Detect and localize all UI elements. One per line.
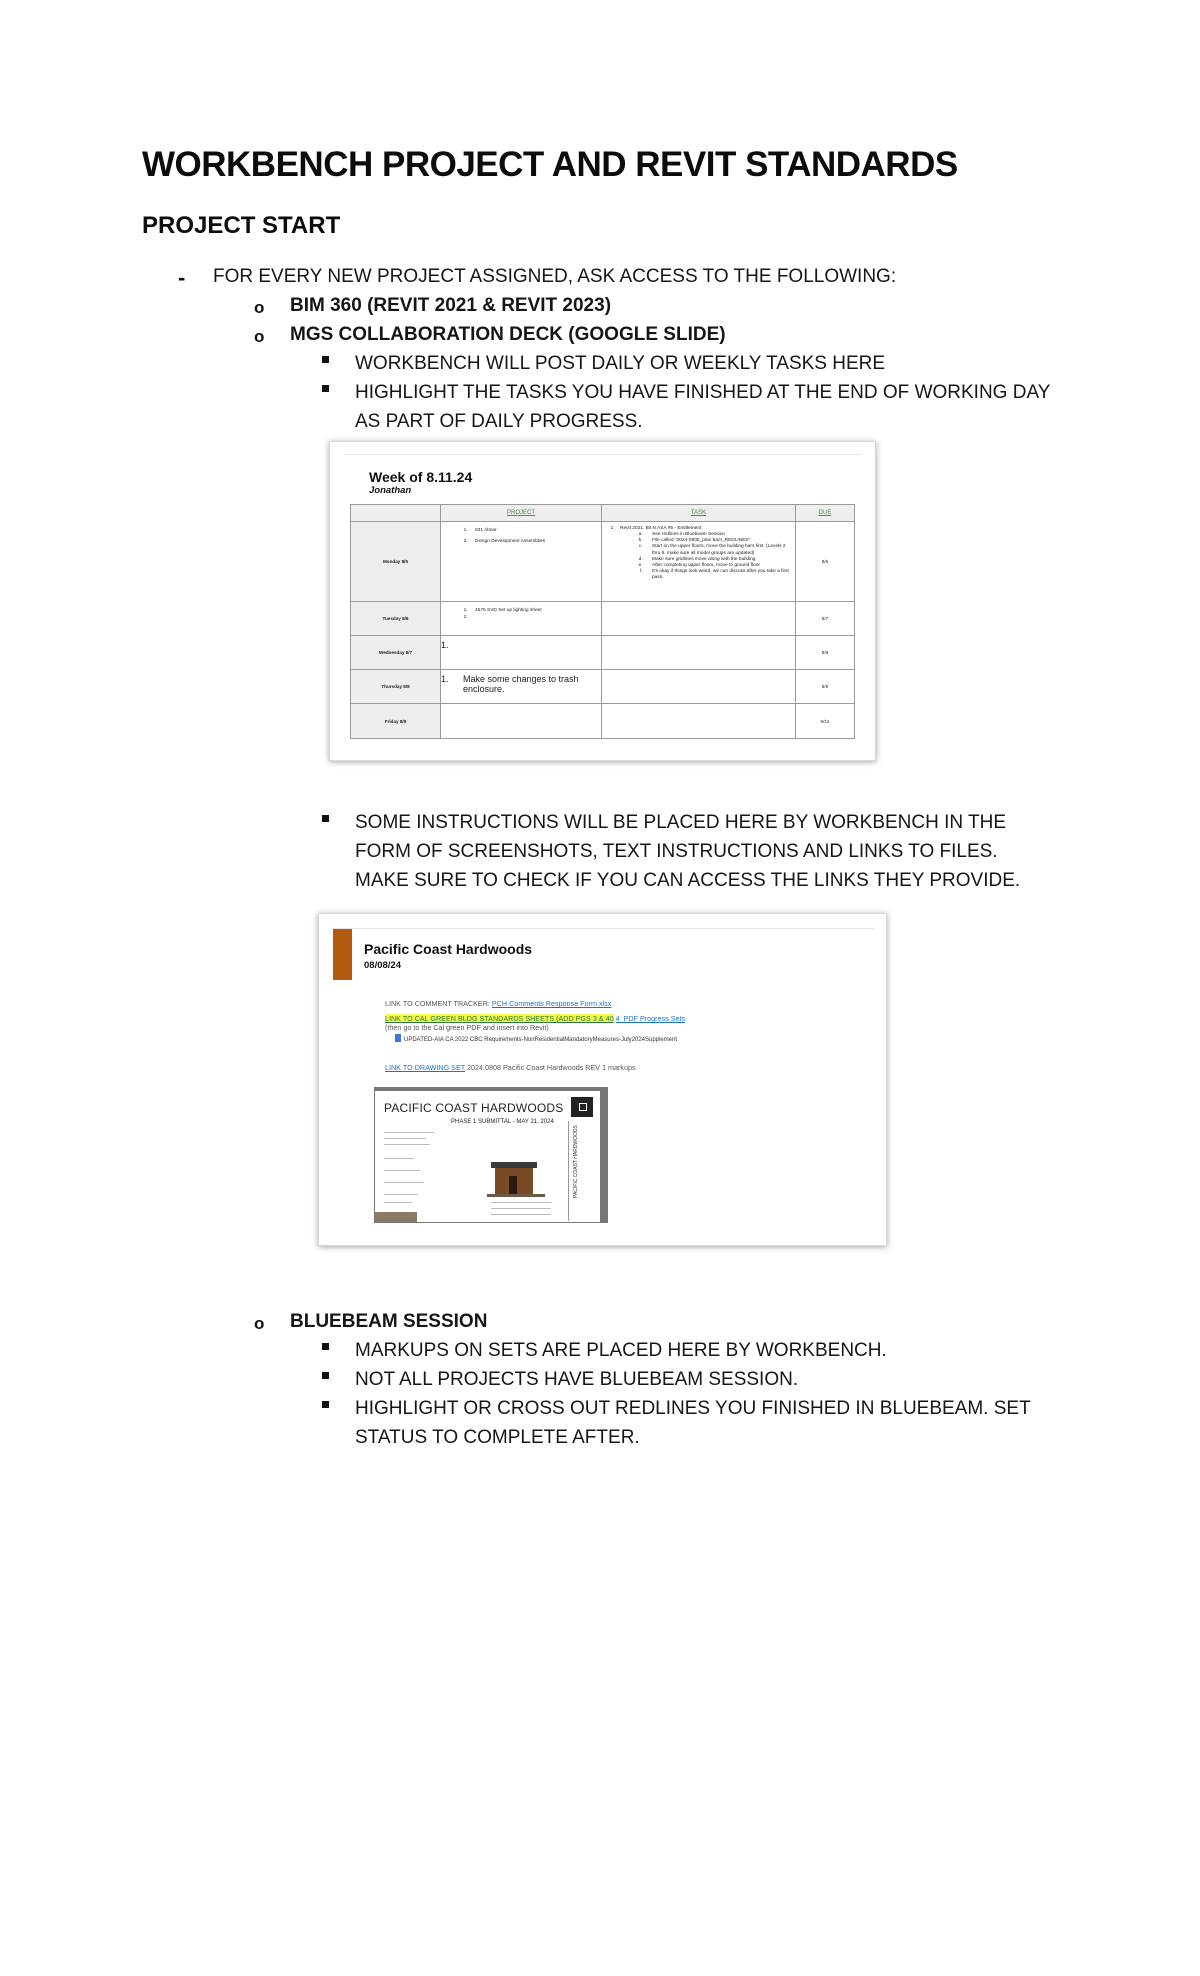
text-placeholder-line [384,1138,426,1139]
sheet-border [600,1088,607,1222]
subtask-item: f. It's okay if things look weird, we can discuss after you take a first pass. [644,569,795,581]
square-bullet-icon [322,815,329,822]
text-placeholder-line [384,1132,434,1133]
task-title: Revit 2021, Bit N ASA #5 - Entitlement [620,526,702,531]
accent-bar [333,929,352,980]
intro-text: FOR EVERY NEW PROJECT ASSIGNED, ASK ACCESS TO THE FOLLOWING: [213,266,897,287]
circle-marker: o [254,1314,265,1333]
progress-sets-link[interactable]: 4_PDF Progress Sets [615,1014,686,1023]
task-cell [602,636,796,670]
task-cell [602,670,796,704]
circle-marker: o [254,327,265,346]
table-row [351,522,855,602]
text-placeholder-line [491,1202,551,1203]
table-row [351,636,855,670]
table-header-task: TASK [602,505,796,522]
building-render-ground [487,1194,545,1197]
week-title: Week of 8.11.24 [369,469,473,485]
calgreen-line [385,1014,685,1023]
project-cell [441,670,602,704]
weekly-task-slide-screenshot [329,441,876,761]
bluebeam-item: BLUEBEAM SESSION [290,1311,488,1332]
subtask-item: c. Start on the upper floors, move the building bars first. (Levels 2 thru 6, make sure all model groups are updated) [644,544,795,556]
tracker-line [385,999,611,1008]
text-placeholder-line [384,1194,418,1195]
tracker-label: LINK TO COMMENT TRACKER: [385,999,490,1008]
text-placeholder-line [384,1170,420,1171]
subtask-item: e. After completing upper floors, move to ground floor [644,563,795,569]
square-bullet-icon [322,385,329,392]
square-bullet-icon [322,1401,329,1408]
drawing-set-link[interactable]: LINK TO DRAWING SET [385,1063,466,1072]
project-title: Pacific Coast Hardwoods [364,941,533,957]
table-header-blank [351,505,441,522]
due-cell: 8/7 [796,602,855,636]
divider [344,454,861,455]
project-cell [441,602,602,636]
square-bullet-icon [322,356,329,363]
square-bullet-icon [322,1343,329,1350]
bim360-item: BIM 360 (REVIT 2021 & REVIT 2023) [290,295,612,316]
project-item: 1. 831 Almar [469,528,601,533]
file-icon [395,1034,401,1042]
bluebeam-bullet-3: HIGHLIGHT OR CROSS OUT REDLINES YOU FINISHED IN BLUEBEAM. SET STATUS TO COMPLETE AFTER. [355,1398,1031,1448]
project-cell [441,636,602,670]
drawing-cover-sheet-thumbnail [374,1087,608,1223]
task-item [616,526,795,582]
day-cell: Wednesday 8/7 [351,636,441,670]
project-cell [441,704,602,739]
mgs-bullet-3: SOME INSTRUCTIONS WILL BE PLACED HERE BY WORKBENCH IN THE FORM OF SCREENSHOTS, TEXT INSTRUCTIONS AND LINKS TO FILES. MAKE SURE TO CHECK IF YOU CAN ACCESS THE LINKS THEY PROVIDE. [355,812,1021,891]
sheet-title: PACIFIC COAST HARDWOODS [384,1101,564,1115]
text-placeholder-line [384,1202,412,1203]
project-item [469,615,601,620]
sheet-side-title: PACIFIC COAST HARDWOODS [573,1125,579,1198]
due-cell: 8/12 [796,704,855,739]
mgs-deck-item: MGS COLLABORATION DECK (GOOGLE SLIDE) [290,324,726,345]
assignee-name: Jonathan [369,485,412,496]
section-heading: PROJECT START [142,212,341,239]
project-instruction-slide-screenshot [318,913,887,1246]
due-cell: 8/6 [796,522,855,602]
site-photo [375,1212,417,1222]
table-row [351,704,855,739]
firm-logo-icon [571,1097,593,1117]
project-item [451,640,601,650]
calgreen-link[interactable]: LINK TO CAL GREEN BLDG STANDARDS SHEETS (ADD PGS 3 & 40 [385,1014,614,1023]
table-row [351,670,855,704]
mgs-bullet-1: WORKBENCH WILL POST DAILY OR WEEKLY TASKS HERE [355,353,886,374]
project-date: 08/08/24 [364,960,401,971]
table-row [351,602,855,636]
text-placeholder-line [384,1158,414,1159]
task-cell [602,602,796,636]
divider [333,928,874,929]
project-item: 2. Design Development Assemblies [469,539,601,544]
text-placeholder-line [491,1208,551,1209]
table-header-project: PROJECT [441,505,602,522]
dash-marker: - [178,265,186,290]
project-item: 1. Make some changes to trash enclosure. [451,674,601,694]
mgs-bullet-2: HIGHLIGHT THE TASKS YOU HAVE FINISHED AT THE END OF WORKING DAY AS PART OF DAILY PROGRESS. [355,382,1051,432]
square-bullet-icon [322,1372,329,1379]
project-cell [441,522,602,602]
subtask-item: d. Make sure gridlines move along with the building [644,557,795,563]
day-cell: Tuesday 8/6 [351,602,441,636]
subtask-item: a. See redlines in Bluebeam Session [644,532,795,538]
day-cell: Monday 8/5 [351,522,441,602]
text-placeholder-line [491,1214,551,1215]
task-cell [602,522,796,602]
circle-marker: o [254,298,265,317]
due-cell: 8/8 [796,636,855,670]
attached-file[interactable] [395,1034,677,1043]
day-cell: Thursday 8/8 [351,670,441,704]
divider [568,1121,569,1221]
project-item: 1. 4575 SVD Set up lighting sheet [469,608,601,613]
document-title: WORKBENCH PROJECT AND REVIT STANDARDS [142,145,958,184]
text-placeholder-line [384,1144,430,1145]
table-header-due: DUE [796,505,855,522]
weekly-task-table [350,504,855,739]
building-render-door [509,1176,517,1194]
subtask-item: b. File called "2024-0805_plan bam_REDLINES" [644,538,795,544]
day-cell: Friday 8/9 [351,704,441,739]
text-placeholder-line [384,1182,424,1183]
task-cell [602,704,796,739]
drawing-note: 2024.0808 Pacific Coast Hardwoods REV 1 markups [467,1063,636,1072]
calgreen-note: (then go to the Cal green PDF and insert into Revit) [385,1023,549,1032]
bluebeam-bullet-1: MARKUPS ON SETS ARE PLACED HERE BY WORKBENCH. [355,1340,887,1361]
tracker-link[interactable]: PCH Comments Response Form.xlsx [491,999,612,1008]
file-name: UPDATED-AIA CA 2022 CBC Requirements-NonResidentialMandatoryMeasures-July2024Supplement [404,1037,678,1043]
drawing-line [385,1063,636,1072]
sheet-border [375,1088,607,1091]
due-cell: 8/9 [796,670,855,704]
bluebeam-bullet-2: NOT ALL PROJECTS HAVE BLUEBEAM SESSION. [355,1369,799,1390]
sheet-phase: PHASE 1 SUBMITTAL - MAY 21, 2024 [451,1119,554,1125]
